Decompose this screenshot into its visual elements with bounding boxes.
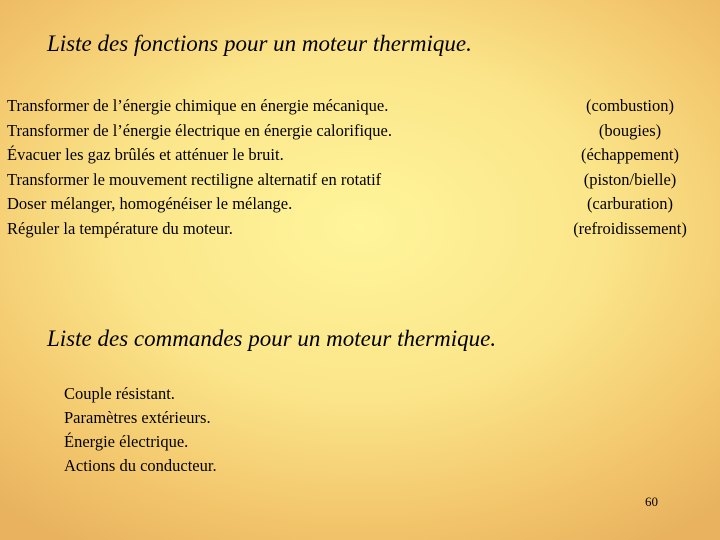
function-note: (combustion) xyxy=(586,96,674,115)
command-item: Actions du conducteur. xyxy=(64,456,217,475)
function-item: Réguler la température du moteur. xyxy=(7,218,233,238)
commands-list xyxy=(64,382,217,478)
function-notes-list xyxy=(548,94,712,241)
page-number: 60 xyxy=(645,494,658,509)
function-item: Transformer de l’énergie chimique en énergie mécanique. xyxy=(7,96,389,115)
function-note: (carburation) xyxy=(586,194,674,213)
function-item: Doser mélanger, homogénéiser le mélange. xyxy=(7,194,293,213)
functions-title: Liste des fonctions pour un moteur thermique. xyxy=(47,31,472,56)
function-note: (échappement) xyxy=(580,145,680,164)
command-item: Paramètres extérieurs. xyxy=(64,408,211,427)
function-note: (refroidissement) xyxy=(573,218,687,238)
functions-list xyxy=(7,94,392,241)
function-note: (bougies) xyxy=(598,120,662,140)
function-item: Transformer le mouvement rectiligne alternatif en rotatif xyxy=(7,169,382,189)
command-item: Énergie électrique. xyxy=(64,432,189,451)
function-item: Évacuer les gaz brûlés et atténuer le bruit. xyxy=(7,145,284,164)
command-item: Couple résistant. xyxy=(64,384,175,403)
function-note: (piston/bielle) xyxy=(583,169,677,189)
function-item: Transformer de l’énergie électrique en énergie calorifique. xyxy=(7,120,392,140)
commands-title: Liste des commandes pour un moteur thermique. xyxy=(47,326,497,351)
